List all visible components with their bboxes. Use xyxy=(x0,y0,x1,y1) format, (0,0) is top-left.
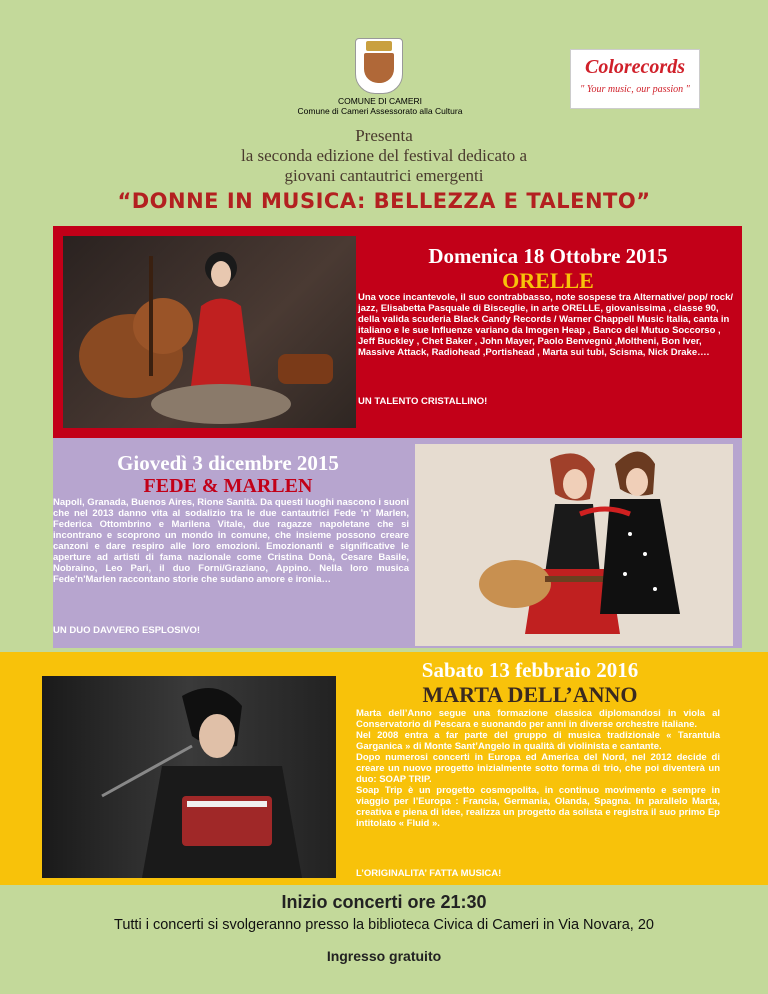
marta-tagline: L’ORIGINALITA’ FATTA MUSICA! xyxy=(356,868,502,879)
orelle-photo xyxy=(63,236,356,428)
intro-line-1: Presenta xyxy=(355,126,413,145)
intro-text xyxy=(0,126,768,186)
intro-line-3: giovani cantautrici emergenti xyxy=(284,166,484,185)
fede-marlen-tagline: UN DUO DAVVERO ESPLOSIVO! xyxy=(53,625,201,636)
venue-info: Tutti i concerti si svolgeranno presso la biblioteca Civica di Cameri in Via Novara, 20 xyxy=(114,917,654,933)
logo-tagline: " Your music, our passion " xyxy=(580,84,690,95)
fede-marlen-description: Napoli, Granada, Buenos Aires, Rione Sanità. Da questi luoghi nascono i suoni che nel 2013 danno vita al sodalizio tra le due cantautrici Fede 'n' Marlen, Federica Ottombrino e Marilena Vitale, due ragazze napoletane che si incontrano e scoprono un mondo in comune, che insieme possono creare canzoni e dare respiro alle loro emozioni. Emozionanti e significative le aperture ad artisti di fama nazionale come Cristina Donà, Cesare Basile, Nobraino, Leo Pari, il duo Forni/Graziano, Appino. Nella loro musica Fede'n'Marlen raccontano storie che sudano amore e ironia… xyxy=(53,497,409,585)
comune-name: COMUNE DI CAMERI xyxy=(337,96,423,106)
cameri-coat-of-arms xyxy=(355,38,403,94)
event-orelle xyxy=(53,226,742,438)
fede-marlen-photo xyxy=(415,444,733,646)
orelle-date: Domenica 18 Ottobre 2015 xyxy=(428,244,668,268)
intro-line-2: la seconda edizione del festival dedicato a xyxy=(240,146,528,165)
orelle-description: Una voce incantevole, il suo contrabbasso, note sospese tra Alternative/ pop/ rock/ jazz, Elisabetta Pasquale di Bisceglie, in arte ORELLE, giovanissima , classe 90, della valida scuderia Black Candy Records / Warner Chappell Music Italia, canta in italiano e le sue Influenze variano da Imogen Heap , Banco del Mutuo Soccorso , Jeff Buckley , Chet Baker , John Mayer, Paolo Benvegnù ,Moltheni, Bon Iver, Massive Attack, Radiohead ,Portishead , Marta sui tubi, Scisma, Nick Drake…. xyxy=(358,292,734,358)
marta-date: Sabato 13 febbraio 2016 xyxy=(421,658,639,682)
start-time: Inizio concerti ore 21:30 xyxy=(281,892,487,912)
comune-heading xyxy=(260,96,500,116)
fede-marlen-date: Giovedì 3 dicembre 2015 xyxy=(117,451,339,475)
event-marta-dellanno xyxy=(0,652,768,885)
assessorato-name: Comune di Cameri Assessorato alla Cultura xyxy=(297,106,463,116)
colorecords-logo xyxy=(570,49,700,109)
marta-description: Marta dell’Anno segue una formazione classica diplomandosi in viola al Conservatorio di Pescara e suonando per anni in diverse orchestre italiane. Nel 2008 entra a far parte del gruppo di musica tradizionale « Tarantula Garganica » di Monte Sant’Angelo in qualità di violinista e cantante. Dopo numerosi concerti in Europa ed America del Nord, nel 2012 decide di creare un nuovo progetto inizialmente sotto forma di trio, che poi diventerà un duo: SOAP TRIP. Soap Trip è un progetto cosmopolita, in continuo movimento e sempre in viaggio per l’Europa : Francia, Germania, Olanda, Spagna. In parallelo Marta, creativa e piena di idee, realizza un progetto da solista e registra il suo primo Ep intitolato « Fluid ». xyxy=(356,708,720,829)
free-entry: Ingresso gratuito xyxy=(326,948,442,964)
orelle-name: ORELLE xyxy=(502,268,594,293)
marta-photo xyxy=(42,676,336,878)
festival-title: “DONNE IN MUSICA: BELLEZZA E TALENTO” xyxy=(117,189,651,213)
orelle-tagline: UN TALENTO CRISTALLINO! xyxy=(358,396,488,407)
fede-marlen-name: FEDE & MARLEN xyxy=(143,475,313,497)
event-fede-marlen xyxy=(53,438,742,648)
marta-name: MARTA DELL’ANNO xyxy=(422,682,638,707)
logo-name: Colorecords xyxy=(585,56,685,78)
